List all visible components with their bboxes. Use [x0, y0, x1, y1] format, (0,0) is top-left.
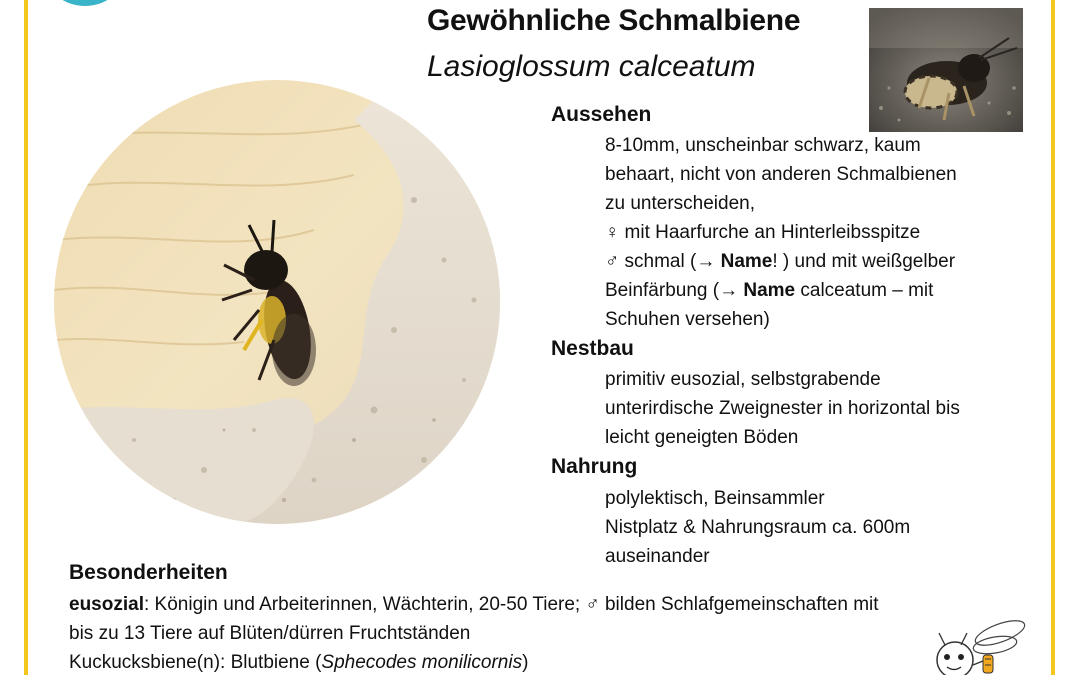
bee-main-photo — [54, 80, 500, 524]
aussehen-line: zu unterscheiden, — [605, 193, 755, 214]
besonderheiten-line: Kuckucksbiene(n): Blutbiene (Sphecodes monilicornis) — [69, 652, 529, 673]
aussehen-line: Schuhen versehen) — [605, 309, 770, 330]
nestbau-line: leicht geneigten Böden — [605, 427, 799, 448]
bee-logo-icon — [925, 615, 1035, 675]
nahrung-line: polylektisch, Beinsammler — [605, 488, 825, 509]
besonderheiten-text — [69, 590, 879, 677]
bee-thumbnail-photo — [869, 8, 1023, 132]
nahrung-text — [605, 484, 910, 571]
besonderheiten-line: bis zu 13 Tiere auf Blüten/dürren Fruchtständen — [69, 623, 471, 644]
aussehen-text — [605, 131, 957, 334]
heading-nahrung: Nahrung — [551, 455, 638, 478]
frame-border-left — [24, 0, 28, 675]
heading-besonderheiten: Besonderheiten — [69, 561, 228, 584]
aussehen-male-line: Beinfärbung (→ Name calceatum – mit — [605, 280, 934, 301]
aussehen-line: 8-10mm, unscheinbar schwarz, kaum — [605, 135, 921, 156]
logo-arc — [40, 0, 130, 6]
besonderheiten-line: eusozial: Königin und Arbeiterinnen, Wächterin, 20-50 Tiere; ♂ bilden Schlafgemeinschaften mit — [69, 594, 879, 615]
frame-border-right — [1051, 0, 1055, 675]
species-title: Gewöhnliche Schmalbiene — [427, 4, 801, 37]
aussehen-male-line: ♂ schmal (→ Name! ) und mit weißgelber — [605, 251, 956, 272]
species-latin-name: Lasioglossum calceatum — [427, 50, 756, 83]
nahrung-line: auseinander — [605, 546, 710, 567]
aussehen-line: behaart, nicht von anderen Schmalbienen — [605, 164, 957, 185]
heading-nestbau: Nestbau — [551, 337, 634, 360]
aussehen-line: ♀ mit Haarfurche an Hinterleibsspitze — [605, 222, 921, 243]
nestbau-line: unterirdische Zweignester in horizontal bis — [605, 398, 960, 419]
nestbau-text — [605, 365, 960, 452]
nestbau-line: primitiv eusozial, selbstgrabende — [605, 369, 881, 390]
nahrung-line: Nistplatz & Nahrungsraum ca. 600m — [605, 517, 911, 538]
heading-aussehen: Aussehen — [551, 103, 652, 126]
